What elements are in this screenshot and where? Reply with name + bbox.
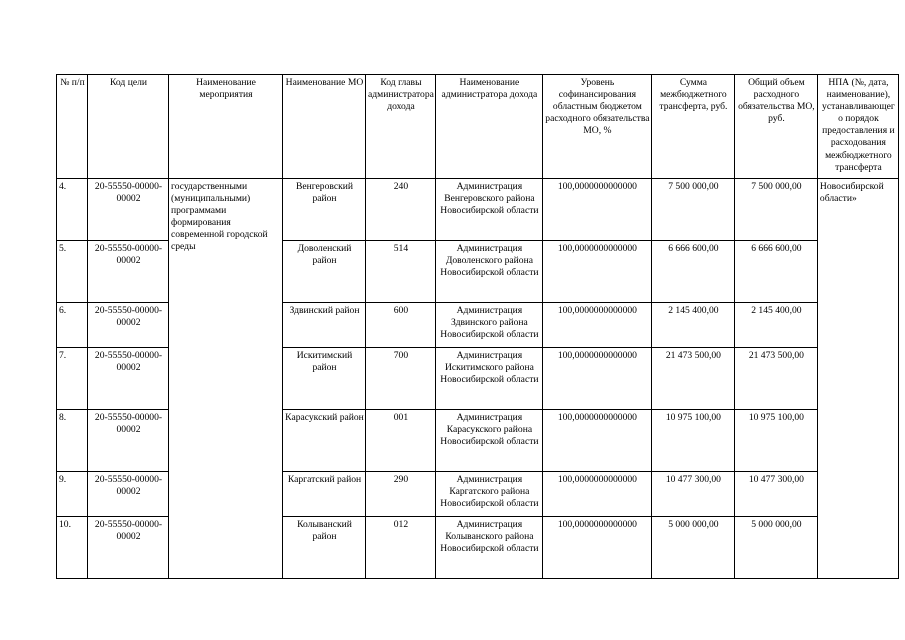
level-cell: 100,0000000000000 <box>542 410 651 472</box>
sum-cell: 5 000 000,00 <box>651 517 734 579</box>
measure-name-cell: государственными (муниципальными) программами формирования современной городской среды <box>169 179 283 579</box>
header-mo: Наименование МО <box>283 75 366 179</box>
admin-name-cell: Администрация Здвинского района Новосибирской области <box>435 303 542 348</box>
header-level: Уровень софинансирования областным бюджетом расходного обязательства МО, % <box>542 75 651 179</box>
sum-cell: 10 477 300,00 <box>651 472 734 517</box>
row-num-cell: 5. <box>57 241 88 303</box>
level-cell: 100,0000000000000 <box>542 472 651 517</box>
admin-name-cell: Администрация Колыванского района Новосибирской области <box>435 517 542 579</box>
admin-name-cell: Администрация Карасукского района Новосибирской области <box>435 410 542 472</box>
admin-code-cell: 240 <box>366 179 436 241</box>
header-admin-code: Код главы администратора дохода <box>366 75 436 179</box>
goal-code-cell: 20-55550-00000-00002 <box>88 179 169 241</box>
table-row <box>57 179 899 241</box>
total-cell: 6 666 600,00 <box>734 241 817 303</box>
admin-name-cell: Администрация Доволенского района Новосибирской области <box>435 241 542 303</box>
admin-code-cell: 514 <box>366 241 436 303</box>
goal-code-cell: 20-55550-00000-00002 <box>88 410 169 472</box>
level-cell: 100,0000000000000 <box>542 517 651 579</box>
header-num: № п/п <box>57 75 88 179</box>
goal-code-cell: 20-55550-00000-00002 <box>88 348 169 410</box>
admin-code-cell: 600 <box>366 303 436 348</box>
header-goal-code: Код цели <box>88 75 169 179</box>
row-num-cell: 10. <box>57 517 88 579</box>
goal-code-cell: 20-55550-00000-00002 <box>88 517 169 579</box>
level-cell: 100,0000000000000 <box>542 241 651 303</box>
header-measure: Наименование мероприятия <box>169 75 283 179</box>
admin-name-cell: Администрация Венгеровского района Новосибирской области <box>435 179 542 241</box>
header-admin-name: Наименование администратора дохода <box>435 75 542 179</box>
total-cell: 10 975 100,00 <box>734 410 817 472</box>
row-num-cell: 4. <box>57 179 88 241</box>
total-cell: 21 473 500,00 <box>734 348 817 410</box>
sum-cell: 10 975 100,00 <box>651 410 734 472</box>
sum-cell: 21 473 500,00 <box>651 348 734 410</box>
admin-code-cell: 290 <box>366 472 436 517</box>
row-num-cell: 6. <box>57 303 88 348</box>
total-cell: 10 477 300,00 <box>734 472 817 517</box>
level-cell: 100,0000000000000 <box>542 179 651 241</box>
mo-name-cell: Искитимский район <box>283 348 366 410</box>
admin-code-cell: 001 <box>366 410 436 472</box>
admin-name-cell: Администрация Каргатского района Новосибирской области <box>435 472 542 517</box>
header-npa: НПА (№, дата, наименование), устанавливающег о порядок предоставления и расходования межбюджетного трансферта <box>817 75 898 179</box>
row-num-cell: 8. <box>57 410 88 472</box>
mo-name-cell: Колыванский район <box>283 517 366 579</box>
header-sum: Сумма межбюджетного трансферта, руб. <box>651 75 734 179</box>
goal-code-cell: 20-55550-00000-00002 <box>88 241 169 303</box>
level-cell: 100,0000000000000 <box>542 303 651 348</box>
total-cell: 2 145 400,00 <box>734 303 817 348</box>
row-num-cell: 9. <box>57 472 88 517</box>
mo-name-cell: Каргатский район <box>283 472 366 517</box>
admin-code-cell: 700 <box>366 348 436 410</box>
total-cell: 7 500 000,00 <box>734 179 817 241</box>
mo-name-cell: Здвинский район <box>283 303 366 348</box>
sum-cell: 6 666 600,00 <box>651 241 734 303</box>
total-cell: 5 000 000,00 <box>734 517 817 579</box>
mo-name-cell: Венгеровский район <box>283 179 366 241</box>
table-header-row <box>57 75 899 179</box>
mo-name-cell: Карасукский район <box>283 410 366 472</box>
level-cell: 100,0000000000000 <box>542 348 651 410</box>
npa-cell: Новосибирской области» <box>817 179 898 579</box>
admin-code-cell: 012 <box>366 517 436 579</box>
goal-code-cell: 20-55550-00000-00002 <box>88 303 169 348</box>
sum-cell: 2 145 400,00 <box>651 303 734 348</box>
goal-code-cell: 20-55550-00000-00002 <box>88 472 169 517</box>
transfer-table <box>56 74 899 579</box>
admin-name-cell: Администрация Искитимского района Новосибирской области <box>435 348 542 410</box>
sum-cell: 7 500 000,00 <box>651 179 734 241</box>
table-body <box>57 179 899 579</box>
mo-name-cell: Доволенский район <box>283 241 366 303</box>
header-total: Общий объем расходного обязательства МО, руб. <box>734 75 817 179</box>
row-num-cell: 7. <box>57 348 88 410</box>
